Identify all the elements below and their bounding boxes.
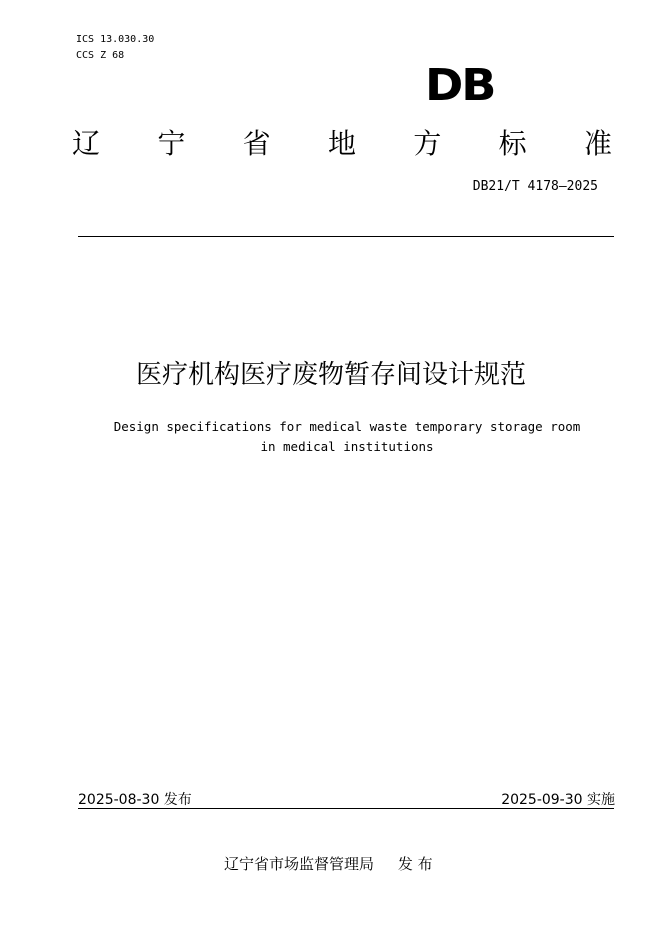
standard-type-char: 地 xyxy=(327,127,356,160)
standard-type-char: 标 xyxy=(498,127,527,160)
document-title-en xyxy=(80,417,614,457)
implementation-date: 2025-09-30 实施 xyxy=(501,792,615,808)
publisher-line xyxy=(224,853,433,874)
title-en-line-1: Design specifications for medical waste temporary storage room xyxy=(113,419,581,434)
publisher-name: 辽宁省市场监督管理局 xyxy=(224,855,375,873)
db-logo: DB xyxy=(425,60,495,111)
issue-date: 2025-08-30 发布 xyxy=(78,792,192,808)
bottom-divider xyxy=(78,808,614,809)
standard-type-char: 准 xyxy=(583,127,612,160)
title-en-line-2: in medical institutions xyxy=(260,439,434,454)
standard-type-char: 宁 xyxy=(157,127,186,160)
standard-type-char: 辽 xyxy=(72,127,101,160)
document-title-cn: 医疗机构医疗废物暂存间设计规范 xyxy=(135,360,526,390)
top-divider xyxy=(78,236,614,237)
ics-code: ICS 13.030.30 xyxy=(76,34,155,45)
standard-type-heading xyxy=(72,126,612,162)
ccs-code: CCS Z 68 xyxy=(76,50,125,61)
publish-label: 发 布 xyxy=(397,855,433,873)
classification-codes xyxy=(76,32,154,64)
standard-number: DB21/T 4178—2025 xyxy=(472,179,598,194)
standard-type-char: 省 xyxy=(242,127,271,160)
standard-type-char: 方 xyxy=(413,127,442,160)
